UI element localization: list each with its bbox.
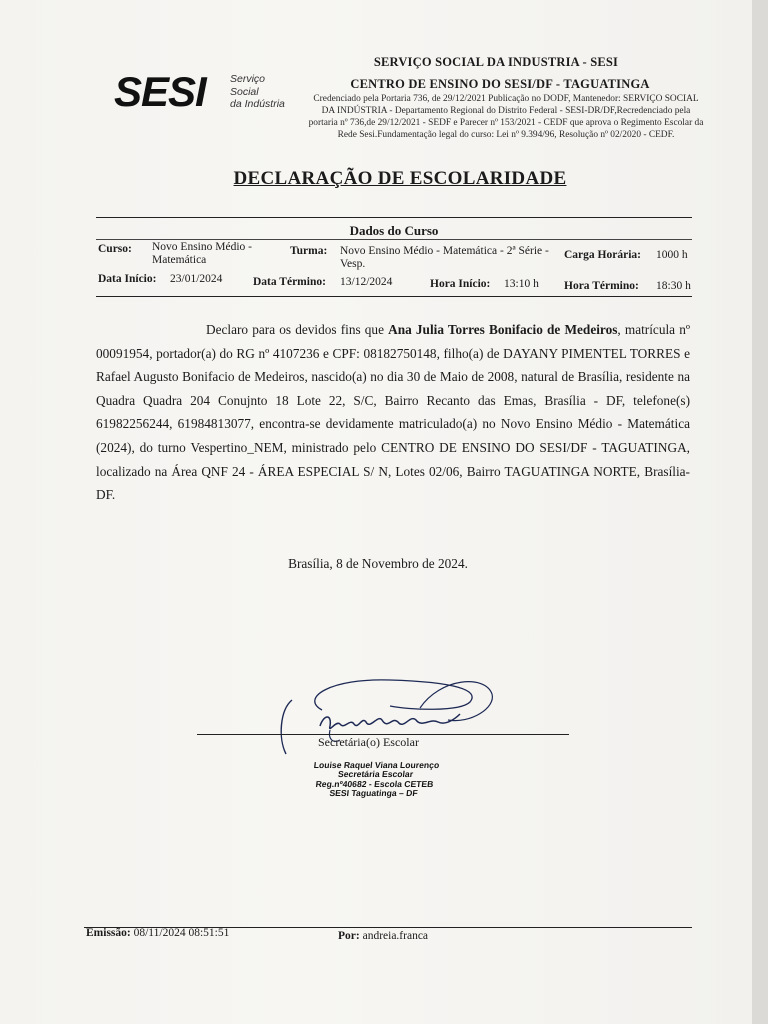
issue-value: 08/11/2024 08:51:51	[133, 927, 230, 939]
header-school: CENTRO DE ENSINO DO SESI/DF - TAGUATINGA	[350, 77, 650, 91]
carga-horaria-value: 1000 h	[656, 249, 688, 261]
turma-label: Turma:	[290, 245, 328, 257]
turma-value: Novo Ensino Médio - Matemática - 2ª Série - Vesp.	[340, 245, 549, 270]
signature-role: Secretária(o) Escolar	[318, 735, 419, 749]
table-bottom-border	[96, 296, 692, 297]
declaration-body	[96, 318, 690, 507]
footer-issue	[86, 927, 229, 939]
data-termino-label: Data Término:	[253, 276, 326, 288]
hora-inicio-label: Hora Início:	[430, 278, 491, 290]
data-inicio-label: Data Início:	[98, 273, 157, 285]
hora-inicio-value: 13:10 h	[504, 278, 539, 290]
data-inicio-value: 23/01/2024	[170, 273, 223, 285]
stamp-line: Louise Raquel Viana Lourenço	[313, 760, 440, 770]
footer-issued-by	[338, 930, 428, 942]
data-termino-value: 13/12/2024	[340, 276, 393, 288]
header-org: SERVIÇO SOCIAL DA INDUSTRIA - SESI	[373, 55, 619, 69]
hora-termino-value: 18:30 h	[656, 280, 691, 292]
issued-by-value: andreia.franca	[362, 930, 429, 942]
logo-subtitle-line: Social	[230, 85, 259, 98]
secretary-stamp	[288, 761, 462, 799]
place-and-date: Brasília, 8 de Novembro de 2024.	[288, 556, 468, 571]
hora-termino-label: Hora Término:	[564, 280, 639, 292]
declaration-text: , matrícula nº 00091954, portador(a) do RG nº 4107236 e CPF: 08182750148, filho(a) de DAYANY PIMENTEL TORRES e Rafael Augusto Bonifacio de Medeiros, nascido(a) no dia 30 de Maio de 2008, natural de Brasília, residente na Quadra Quadra 204 Conujnto 18 Lote 22, S/C, Bairro Recanto das Emas, Brasília - DF, telefone(s) 61982256244, 61984813077, encontra-se devidamente matriculado(a) no Novo Ensino Médio - Matemática (2024), do turno Vespertino_NEM, ministrado pelo CENTRO DE ENSINO DO SESI/DF - TAGUATINGA, localizado na Área QNF 24 - ÁREA ESPECIAL S/ N, Lotes 02/06, Bairro TAGUATINGA NORTE, Brasília-DF.	[96, 322, 690, 503]
logo-subtitle-line: da Indústria	[230, 98, 285, 110]
document-title: DECLARAÇÃO DE ESCOLARIDADE	[233, 168, 567, 189]
carga-horaria-label: Carga Horária:	[564, 249, 641, 261]
sesi-logo	[114, 70, 294, 120]
issued-by-label: Por:	[338, 930, 360, 942]
stamp-line: Reg.nº40682 - Escola CETEB	[315, 778, 434, 789]
issue-label: Emissão:	[86, 927, 131, 939]
stamp-line: Secretária Escolar	[337, 769, 414, 780]
curso-value: Novo Ensino Médio - Matemática	[152, 241, 252, 266]
background-edge	[752, 0, 768, 1024]
stamp-line: SESI Taguatinga – DF	[328, 788, 419, 799]
header-accreditation: Credenciado pela Portaria 736, de 29/12/2021 Publicação no DODF, Mantenedor: SERVIÇO SOCIAL DA INDÚSTRIA - Departamento Regional do Distrito Federal - SESI-DR/DF,Recredenciado pela portaria nº 736,de 29/12/2021 - SEDF e Parecer nº 153/2021 - CEDF que aprova o Regimento Escolar da Rede Sesi.Fundamentação legal do curso: Lei nº 9.394/96, Resolução nº 02/2020 - CEDF.	[308, 94, 704, 140]
table-heading-divider	[96, 239, 692, 240]
logo-brand: SESI	[114, 68, 206, 115]
student-name: Ana Julia Torres Bonifacio de Medeiros	[388, 322, 618, 337]
declaration-intro: Declaro para os devidos fins que	[206, 322, 389, 337]
course-table-heading: Dados do Curso	[349, 223, 439, 238]
logo-subtitle	[230, 73, 300, 111]
table-top-border	[96, 217, 692, 218]
logo-subtitle-line: Serviço	[230, 73, 266, 85]
curso-label: Curso:	[98, 243, 132, 255]
